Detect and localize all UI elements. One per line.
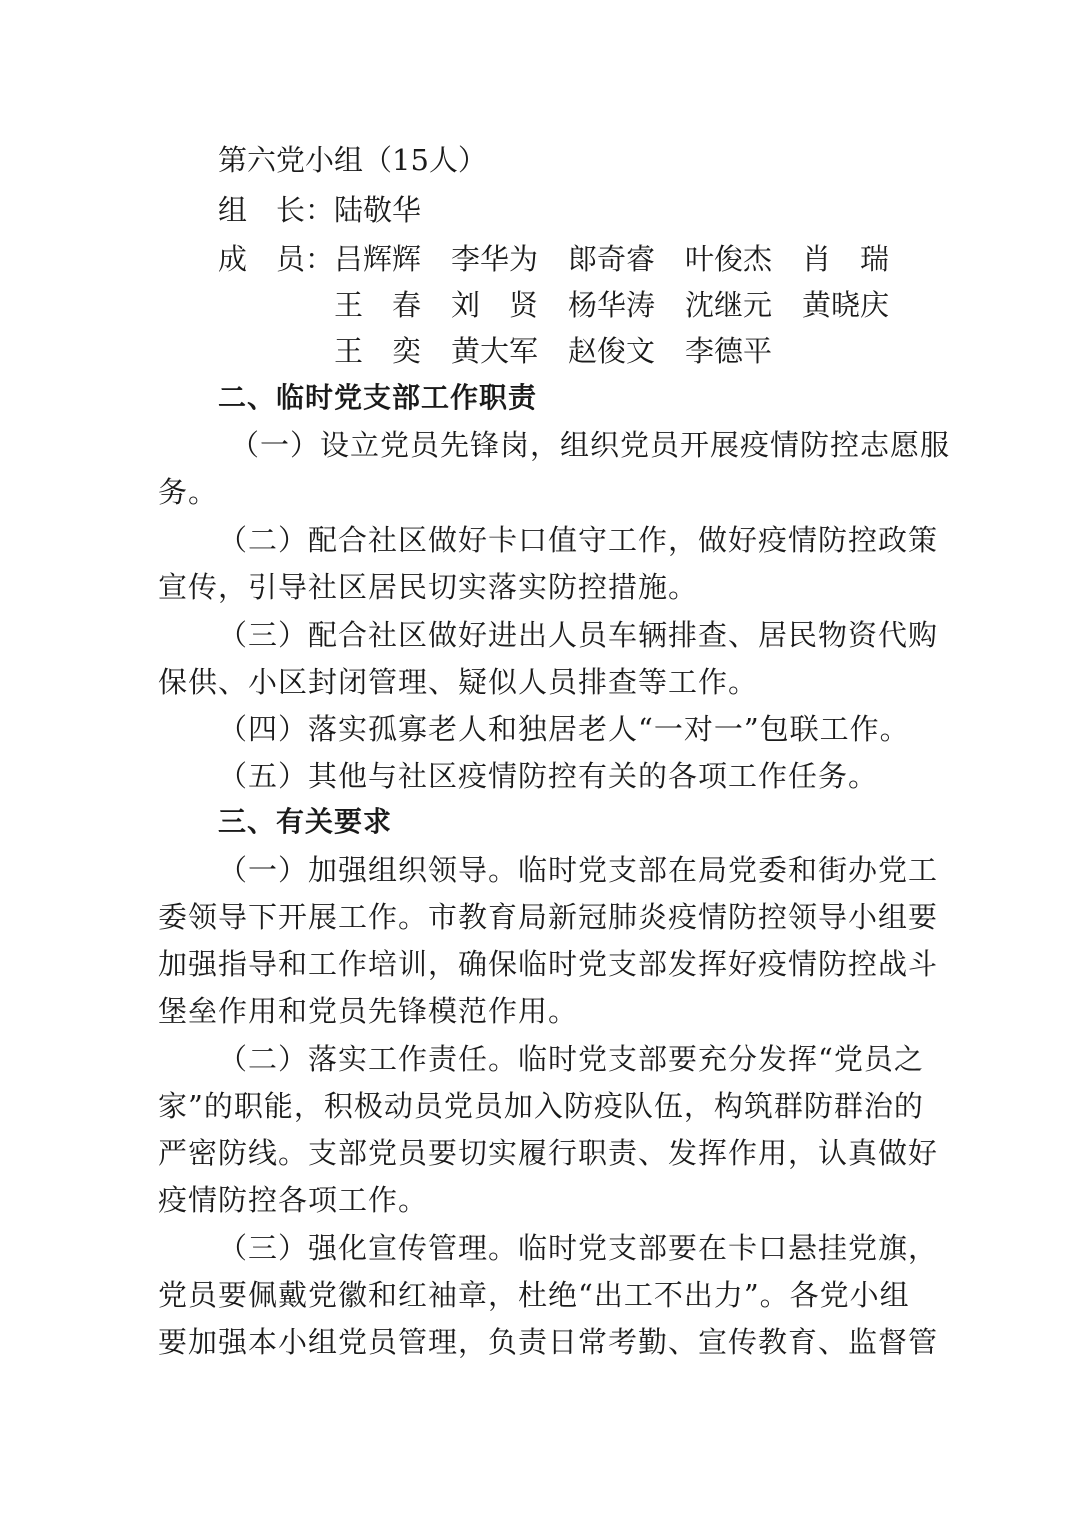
s3-item2-line1: （二）落实工作责任。临时党支部要充分发挥“党员之	[218, 1042, 924, 1076]
s3-item1-line3: 加强指导和工作培训，确保临时党支部发挥好疫情防控战斗	[158, 947, 939, 981]
s3-item1-line4: 堡垒作用和党员先锋模范作用。	[158, 994, 579, 1028]
s2-item3-line2: 保供、小区封闭管理、疑似人员排查等工作。	[158, 665, 759, 699]
section-3-heading: 三、有关要求	[218, 805, 393, 838]
s3-item2-line4: 疫情防控各项工作。	[158, 1183, 429, 1217]
leader-label: 组 长：	[218, 193, 335, 227]
s2-item3-line1: （三）配合社区做好进出人员车辆排查、居民物资代购	[218, 618, 939, 652]
member-name: 黄大军	[451, 334, 539, 368]
members-row-3	[334, 331, 802, 371]
members-row-2	[334, 285, 919, 325]
s2-item1-line1: （一）设立党员先锋岗，组织党员开展疫情防控志愿服	[230, 428, 951, 462]
s3-item3-line1: （三）强化宣传管理。临时党支部要在卡口悬挂党旗，	[218, 1231, 939, 1265]
s3-item3-line2: 党员要佩戴党徽和红袖章，杜绝“出工不出力”。各党小组	[158, 1278, 910, 1312]
member-name: 吕辉辉	[334, 242, 422, 276]
member-name: 黄晓庆	[802, 288, 890, 322]
s2-item5: （五）其他与社区疫情防控有关的各项工作任务。	[218, 759, 879, 793]
member-name: 李德平	[685, 334, 773, 368]
s3-item1-line2: 委领导下开展工作。市教育局新冠肺炎疫情防控领导小组要	[158, 900, 939, 934]
s3-item2-line2: 家”的职能，积极动员党员加入防疫队伍，构筑群防群治的	[158, 1089, 924, 1123]
member-name: 沈继元	[685, 288, 773, 322]
member-name: 王 春	[334, 288, 422, 322]
member-name: 刘 贤	[451, 288, 539, 322]
members-row-1	[334, 239, 919, 279]
s3-item3-line3: 要加强本小组党员管理，负责日常考勤、宣传教育、监督管	[158, 1325, 939, 1359]
member-name: 叶俊杰	[685, 242, 773, 276]
s3-item1-line1: （一）加强组织领导。临时党支部在局党委和街办党工	[218, 853, 939, 887]
member-name: 王 奕	[334, 334, 422, 368]
group-title: 第六党小组（15人）	[218, 143, 487, 177]
leader-name: 陆敬华	[334, 193, 422, 227]
s2-item4: （四）落实孤寡老人和独居老人“一对一”包联工作。	[218, 712, 910, 746]
members-label: 成 员：	[218, 242, 335, 276]
member-name: 赵俊文	[568, 334, 656, 368]
member-name: 杨华涛	[568, 288, 656, 322]
member-name: 郞奇睿	[568, 242, 656, 276]
s2-item2-line2: 宣传，引导社区居民切实落实防控措施。	[158, 570, 699, 604]
s2-item1-line2: 务。	[158, 475, 219, 509]
s3-item2-line3: 严密防线。支部党员要切实履行职责、发挥作用，认真做好	[158, 1136, 939, 1170]
member-name: 李华为	[451, 242, 539, 276]
member-name: 肖 瑞	[802, 242, 890, 276]
section-2-heading: 二、临时党支部工作职责	[218, 381, 538, 414]
s2-item2-line1: （二）配合社区做好卡口值守工作，做好疫情防控政策	[218, 523, 939, 557]
